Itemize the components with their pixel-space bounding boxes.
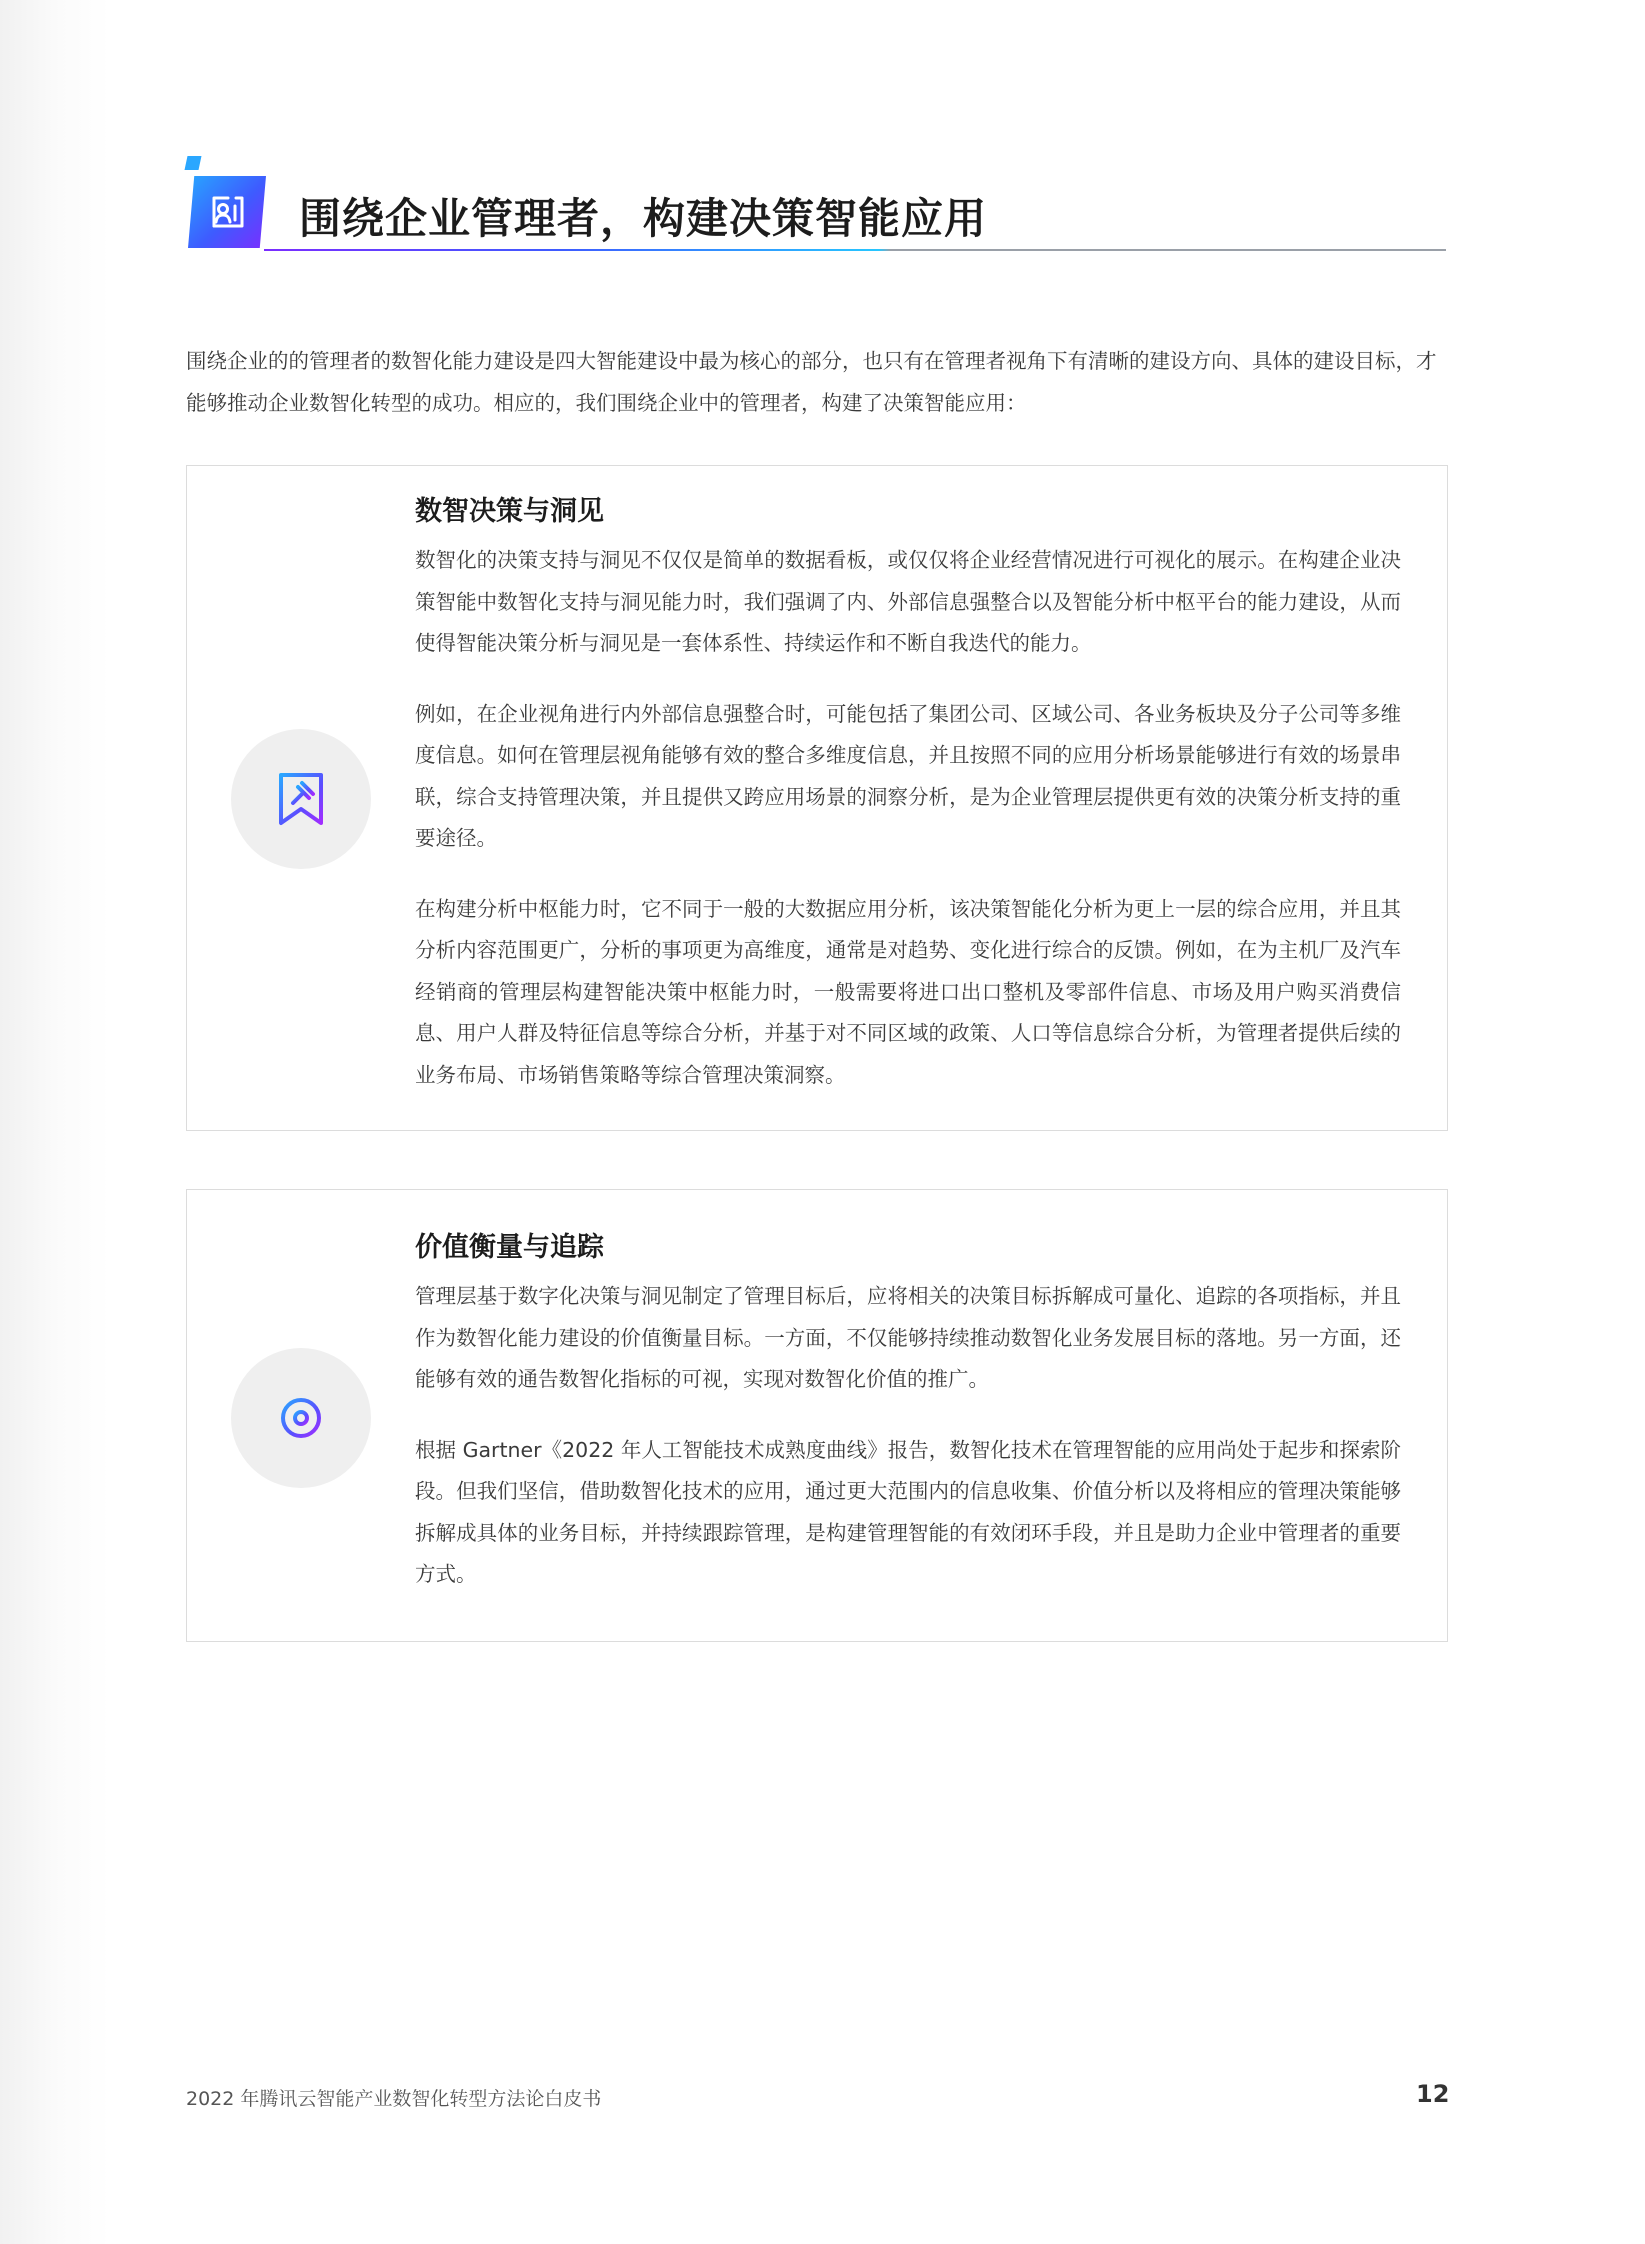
header-badge [188,176,266,248]
section-header [186,156,1446,252]
card-paragraph: 根据 Gartner《2022 年人工智能技术成熟度曲线》报告，数智化技术在管理智能的应用尚处于起步和探索阶段。但我们坚信，借助数智化技术的应用，通过更大范围内的信息收集、价值分析以及将相应的管理决策能够拆解成具体的业务目标，并持续跟踪管理，是构建管理智能的有效闭环手段，并且是助力企业中管理者的重要方式。 [415,1437,1401,1586]
card-icon-circle [231,729,371,869]
footer-doc-title: 2022 年腾讯云智能产业数智化转型方法论白皮书 [186,2088,602,2110]
section-card-decision-insight [186,465,1448,1131]
card-icon-circle [231,1348,371,1488]
intro-paragraph: 围绕企业的的管理者的数智化能力建设是四大智能建设中最为核心的部分，也只有在管理者视角下有清晰的建设方向、具体的建设目标，才能够推动企业数智化转型的成功。相应的，我们围绕企业中的管理者，构建了决策智能应用： [186,349,1437,415]
page-number: 12 [1416,2080,1450,2108]
section-card-value-tracking [186,1189,1448,1642]
card-paragraph: 例如，在企业视角进行内外部信息强整合时，可能包括了集团公司、区域公司、各业务板块及分子公司等多维度信息。如何在管理层视角能够有效的整合多维度信息，并且按照不同的应用分析场景能够进行有效的场景串联，综合支持管理决策，并且提供又跨应用场景的洞察分析，是为企业管理层提供更有效的决策分析支持的重要途径。 [415,701,1401,850]
header-decoration [185,156,202,170]
bookmark-gavel-icon [271,769,331,829]
card-paragraph: 数智化的决策支持与洞见不仅仅是简单的数据看板，或仅仅将企业经营情况进行可视化的展示。在构建企业决策智能中数智化支持与洞见能力时，我们强调了内、外部信息强整合以及智能分析中枢平台的能力建设，从而使得智能决策分析与洞见是一套体系性、持续运作和不断自我迭代的能力。 [415,548,1401,655]
user-card-icon [208,192,248,232]
target-icon [271,1388,331,1448]
card-paragraph: 管理层基于数字化决策与洞见制定了管理目标后，应将相关的决策目标拆解成可量化、追踪的各项指标，并且作为数智化能力建设的价值衡量目标。一方面，不仅能够持续推动数智化业务发展目标的落地。另一方面，还能够有效的通告数智化指标的可视，实现对数智化价值的推广。 [415,1284,1401,1391]
card-body [415,1226,1401,1625]
header-underline [264,249,1446,251]
card-body [415,490,1401,1125]
card-title: 价值衡量与追踪 [415,1232,604,1263]
card-paragraph: 在构建分析中枢能力时，它不同于一般的大数据应用分析，该决策智能化分析为更上一层的综合应用，并且其分析内容范围更广，分析的事项更为高维度，通常是对趋势、变化进行综合的反馈。例如，在为主机厂及汽车经销商的管理层构建智能决策中枢能力时，一般需要将进口出口整机及零部件信息、市场及用户购买消费信息、用户人群及特征信息等综合分析，并基于对不同区域的政策、人口等信息综合分析，为管理者提供后续的业务布局、市场销售策略等综合管理决策洞察。 [415,896,1401,1087]
card-title: 数智决策与洞见 [415,496,604,527]
page-title: 围绕企业管理者，构建决策智能应用 [299,194,988,243]
